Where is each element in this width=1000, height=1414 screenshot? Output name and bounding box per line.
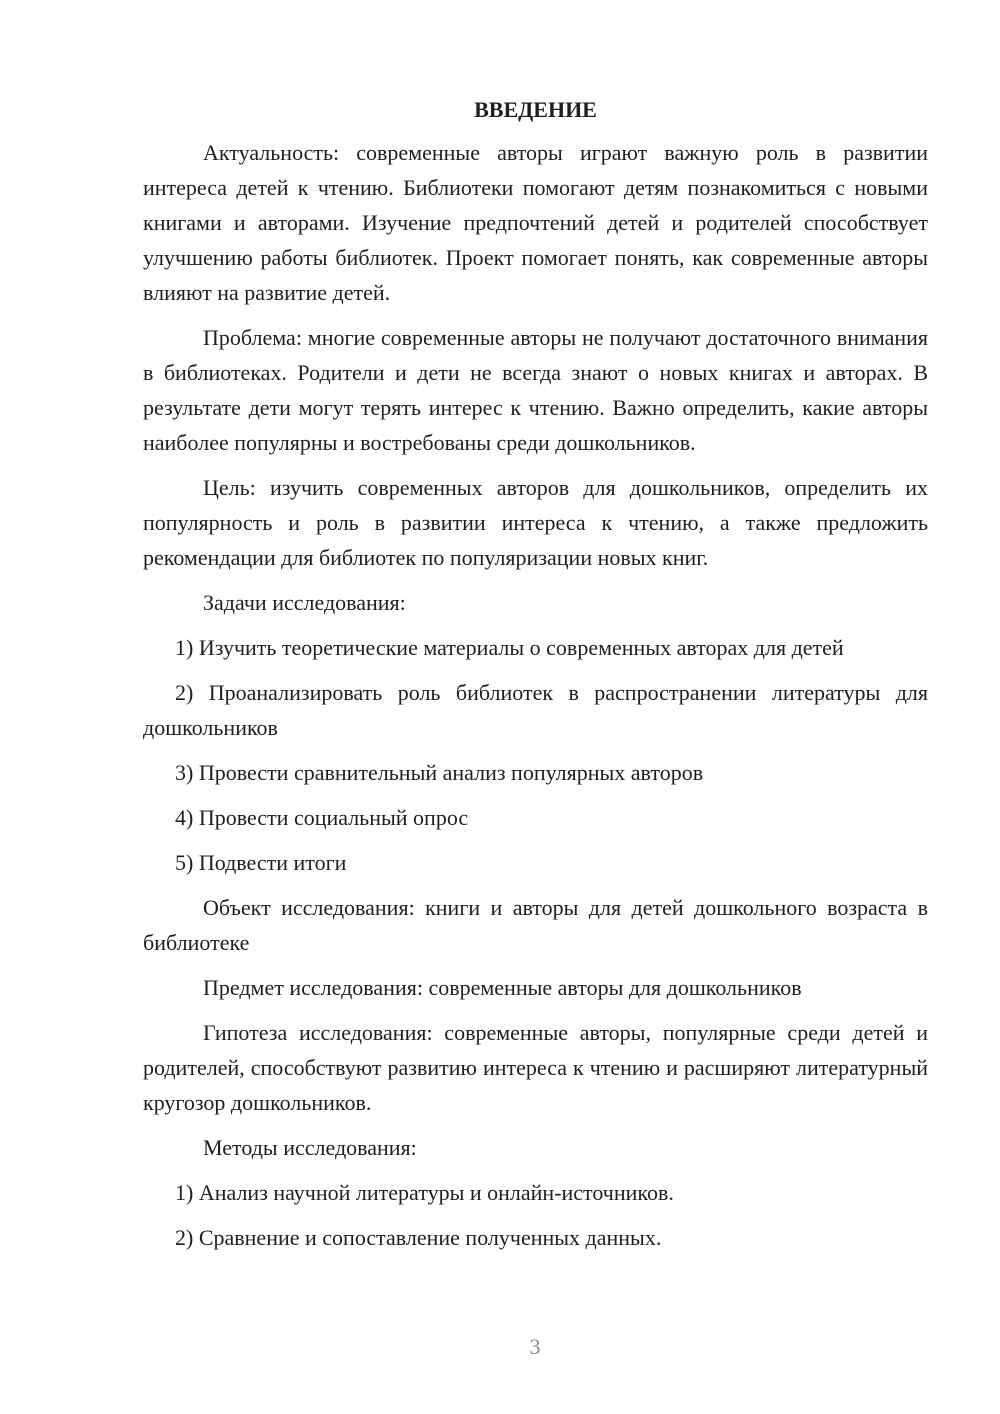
section-title: ВВЕДЕНИЕ xyxy=(474,97,597,122)
method-item: 2) Сравнение и сопоставление полученных данных. xyxy=(175,1225,662,1250)
task-item: 5) Подвести итоги xyxy=(175,850,347,875)
paragraph-subject: Предмет исследования: современные авторы для дошкольников xyxy=(203,975,802,1000)
page-number: 3 xyxy=(529,1334,541,1359)
task-item: 3) Провести сравнительный анализ популярных авторов xyxy=(175,760,704,785)
document-page xyxy=(143,92,928,1265)
task-item: 1) Изучить теоретические материалы о современных авторах для детей xyxy=(175,635,844,660)
paragraph-goal: Цель: изучить современных авторов для дошкольников, определить их популярность и роль в развитии интереса к чтению, а также предложить рекомендации для библиотек по популяризации новых книг. xyxy=(143,475,928,570)
paragraph-object: Объект исследования: книги и авторы для детей дошкольного возраста в библиотеке xyxy=(143,895,928,955)
methods-heading: Методы исследования: xyxy=(203,1135,417,1160)
paragraph-relevance: Актуальность: современные авторы играют важную роль в развитии интереса детей к чтению. Библиотеки помогают детям познакомиться с новыми книгами и авторами. Изучение предпочтений детей и родителей способствует улучшению работы библиотек. Проект помогает понять, как современные авторы влияют на развитие детей. xyxy=(143,140,928,305)
method-item: 1) Анализ научной литературы и онлайн-источников. xyxy=(175,1180,674,1205)
tasks-heading: Задачи исследования: xyxy=(203,590,406,615)
task-item: 2) Проанализировать роль библиотек в распространении литературы для дошкольников xyxy=(143,680,928,740)
paragraph-hypothesis: Гипотеза исследования: современные авторы, популярные среди детей и родителей, способствуют развитию интереса к чтению и расширяют литературный кругозор дошкольников. xyxy=(143,1020,928,1115)
task-item: 4) Провести социальный опрос xyxy=(175,805,469,830)
paragraph-problem: Проблема: многие современные авторы не получают достаточного внимания в библиотеках. Родители и дети не всегда знают о новых книгах и авторах. В результате дети могут терять интерес к чтению. Важно определить, какие авторы наиболее популярны и востребованы среди дошкольников. xyxy=(143,325,928,455)
